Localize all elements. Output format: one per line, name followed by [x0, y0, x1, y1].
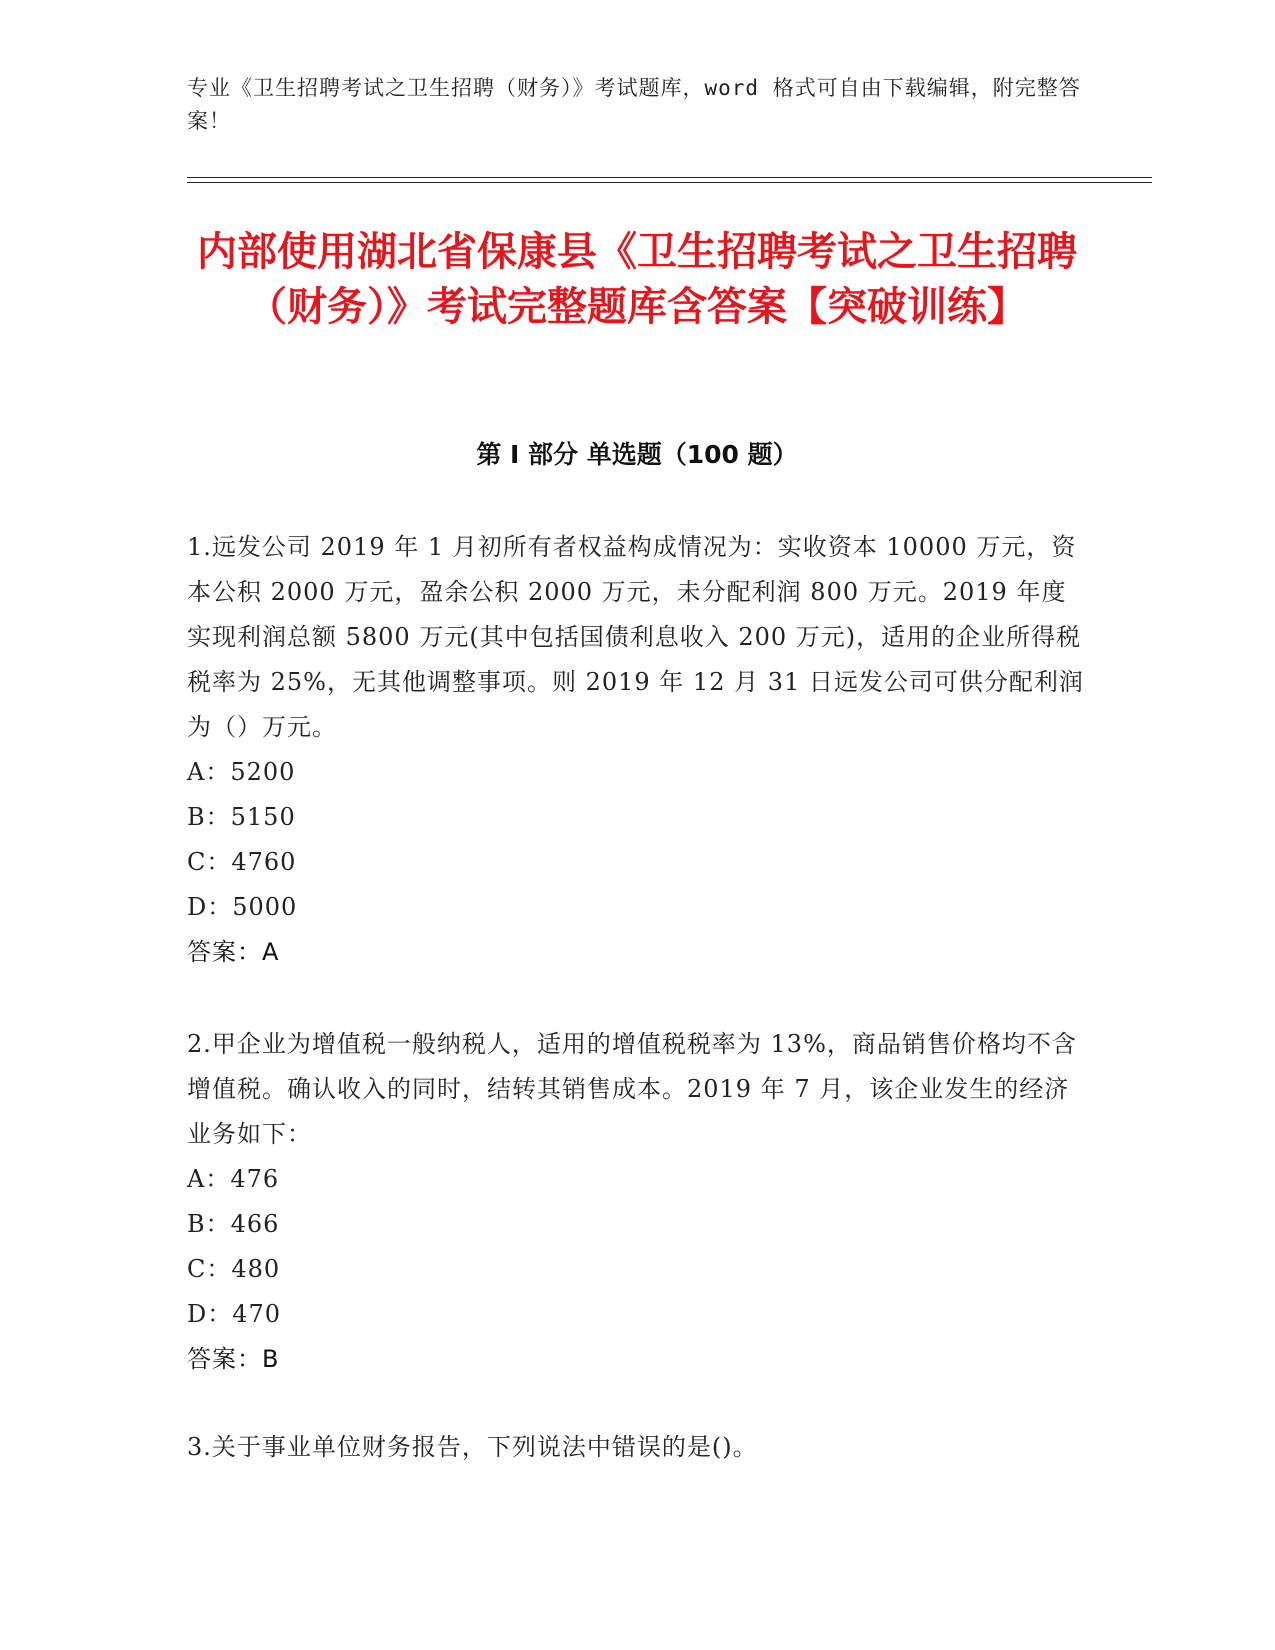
document-title: 内部使用湖北省保康县《卫生招聘考试之卫生招聘（财务）》考试完整题库含答案【突破训练】 [197, 229, 1077, 330]
answer-line: 答案：A [187, 938, 280, 966]
header-note: 专业《卫生招聘考试之卫生招聘（财务）》考试题库，word 格式可自由下载编辑，附完整答案！ [187, 76, 1081, 133]
answer-line: 答案：B [187, 1345, 280, 1373]
header-divider-bottom [187, 182, 1152, 183]
question-stem: 2.甲企业为增值税一般纳税人，适用的增值税税率为 13%，商品销售价格均不含增值税。确认收入的同时，结转其销售成本。2019 年 7 月，该企业发生的经济业务如下： [187, 1030, 1077, 1148]
question-stem: 1.远发公司 2019 年 1 月初所有者权益构成情况为：实收资本 10000 万元，资本公积 2000 万元，盈余公积 2000 万元，未分配利润 800 万元。2019 年度实现利润总额 5800 万元(其中包括国债利息收入 200 万元)，适用的企业所得税税率为 25%，无其他调整事项。则 2019 年 12 月 31 日远发公司可供分配利润为（）万元。 [187, 533, 1084, 741]
option-a: A：5200 [187, 758, 296, 786]
option-a: A：476 [187, 1165, 280, 1193]
question-block [187, 1425, 1087, 1470]
option-d: D：470 [187, 1300, 282, 1328]
option-c: C：480 [187, 1255, 281, 1283]
option-d: D：5000 [187, 893, 298, 921]
question-block [187, 525, 1087, 975]
section-heading: 第 I 部分 单选题（100 题） [476, 440, 798, 469]
option-b: B：5150 [187, 803, 296, 831]
option-c: C：4760 [187, 848, 297, 876]
question-stem: 3.关于事业单位财务报告，下列说法中错误的是()。 [187, 1433, 758, 1461]
option-b: B：466 [187, 1210, 280, 1238]
header-divider-top [187, 177, 1152, 178]
question-block [187, 1022, 1087, 1382]
